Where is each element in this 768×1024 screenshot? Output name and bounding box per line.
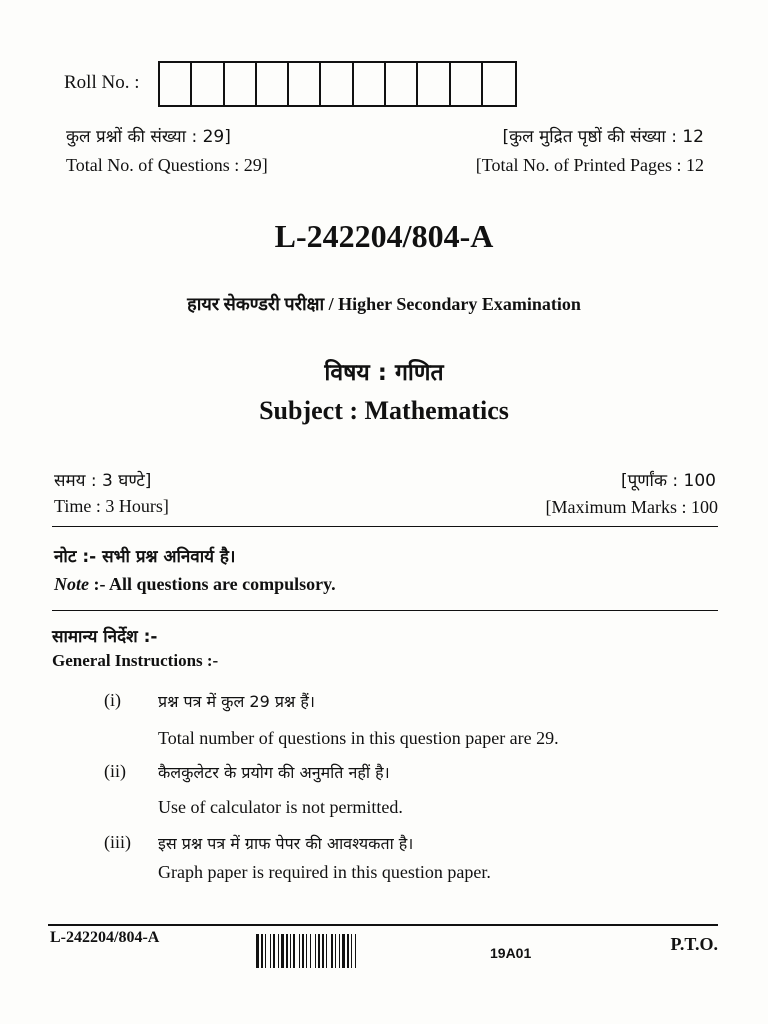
roll-number-box[interactable] — [225, 63, 257, 105]
instruction-number: (iii) — [104, 832, 131, 852]
roll-number-boxes[interactable] — [158, 61, 517, 107]
barcode-bar — [326, 934, 327, 968]
barcode-bar — [331, 934, 333, 968]
barcode-bar — [315, 934, 316, 968]
barcode-bar — [278, 934, 279, 968]
barcode-bar — [265, 934, 266, 968]
page-turn-over: P.T.O. — [670, 934, 718, 954]
barcode-number: 19A01 — [490, 945, 532, 961]
barcode-bar — [310, 934, 311, 968]
barcode-bar — [290, 934, 291, 968]
roll-number-box[interactable] — [257, 63, 289, 105]
roll-number-box[interactable] — [192, 63, 224, 105]
barcode — [256, 934, 464, 968]
barcode-bar — [306, 934, 307, 968]
barcode-bar — [273, 934, 275, 968]
barcode-bar — [339, 934, 340, 968]
paper-code-title: L-242204/804-A — [274, 218, 494, 254]
footer-paper-code: L-242204/804-A — [50, 929, 160, 946]
footer-divider — [48, 924, 718, 926]
roll-number-box[interactable] — [483, 63, 515, 105]
barcode-bar — [286, 934, 288, 968]
instruction-hindi: कैलकुलेटर के प्रयोग की अनुमति नहीं है। — [158, 763, 390, 782]
instruction-hindi: इस प्रश्न पत्र में ग्राफ पेपर की आवश्यकता है। — [158, 834, 414, 853]
roll-number-box[interactable] — [160, 63, 192, 105]
barcode-bar — [281, 934, 284, 968]
barcode-bar — [261, 934, 263, 968]
roll-number-box[interactable] — [289, 63, 321, 105]
printed-pages: [Total No. of Printed Pages : 12 — [475, 155, 704, 175]
time-allowed: Time : 3 Hours] — [54, 496, 169, 516]
divider — [52, 610, 718, 611]
barcode-bar — [299, 934, 300, 968]
note-body: :- All questions are compulsory. — [89, 574, 336, 594]
subject-title: Subject : Mathematics — [259, 396, 509, 425]
note-text — [54, 574, 336, 595]
printed-pages-hindi: [कुल मुद्रित पृष्ठों की संख्या : 12 — [502, 127, 704, 147]
barcode-bar — [256, 934, 259, 968]
instruction-text: Graph paper is required in this question paper. — [158, 862, 491, 882]
barcode-bar — [318, 934, 320, 968]
barcode-bar — [335, 934, 336, 968]
max-marks-hindi: [पूर्णांक : 100 — [620, 471, 716, 491]
roll-number-box[interactable] — [418, 63, 450, 105]
roll-number-box[interactable] — [386, 63, 418, 105]
total-questions: Total No. of Questions : 29] — [66, 155, 268, 175]
barcode-bar — [355, 934, 356, 968]
max-marks: [Maximum Marks : 100 — [545, 497, 718, 517]
note-lead: Note — [54, 574, 89, 594]
barcode-bar — [351, 934, 352, 968]
time-hindi: समय : 3 घण्टे] — [54, 471, 152, 491]
instruction-number: (ii) — [104, 761, 126, 781]
roll-number-box[interactable] — [354, 63, 386, 105]
barcode-bar — [293, 934, 295, 968]
total-questions-hindi: कुल प्रश्नों की संख्या : 29] — [66, 127, 231, 147]
roll-number-label: Roll No. : — [64, 72, 140, 93]
instruction-number: (i) — [104, 690, 121, 710]
note-hindi: नोट :- सभी प्रश्न अनिवार्य है। — [54, 547, 236, 567]
barcode-bar — [270, 934, 271, 968]
barcode-bar — [302, 934, 304, 968]
barcode-bar — [322, 934, 324, 968]
general-instructions-heading: General Instructions :- — [52, 651, 219, 670]
barcode-bar — [342, 934, 345, 968]
instruction-text: Total number of questions in this question paper are 29. — [158, 728, 559, 748]
divider — [52, 526, 718, 527]
roll-number-box[interactable] — [321, 63, 353, 105]
exam-name: हायर सेकण्डरी परीक्षा / Higher Secondary Examination — [187, 294, 581, 314]
instruction-hindi: प्रश्न पत्र में कुल 29 प्रश्न हैं। — [158, 692, 315, 711]
barcode-bar — [347, 934, 349, 968]
instruction-text: Use of calculator is not permitted. — [158, 797, 403, 817]
general-instructions-hindi: सामान्य निर्देश :- — [52, 627, 158, 647]
subject-hindi: विषय : गणित — [324, 360, 444, 386]
roll-number-box[interactable] — [451, 63, 483, 105]
